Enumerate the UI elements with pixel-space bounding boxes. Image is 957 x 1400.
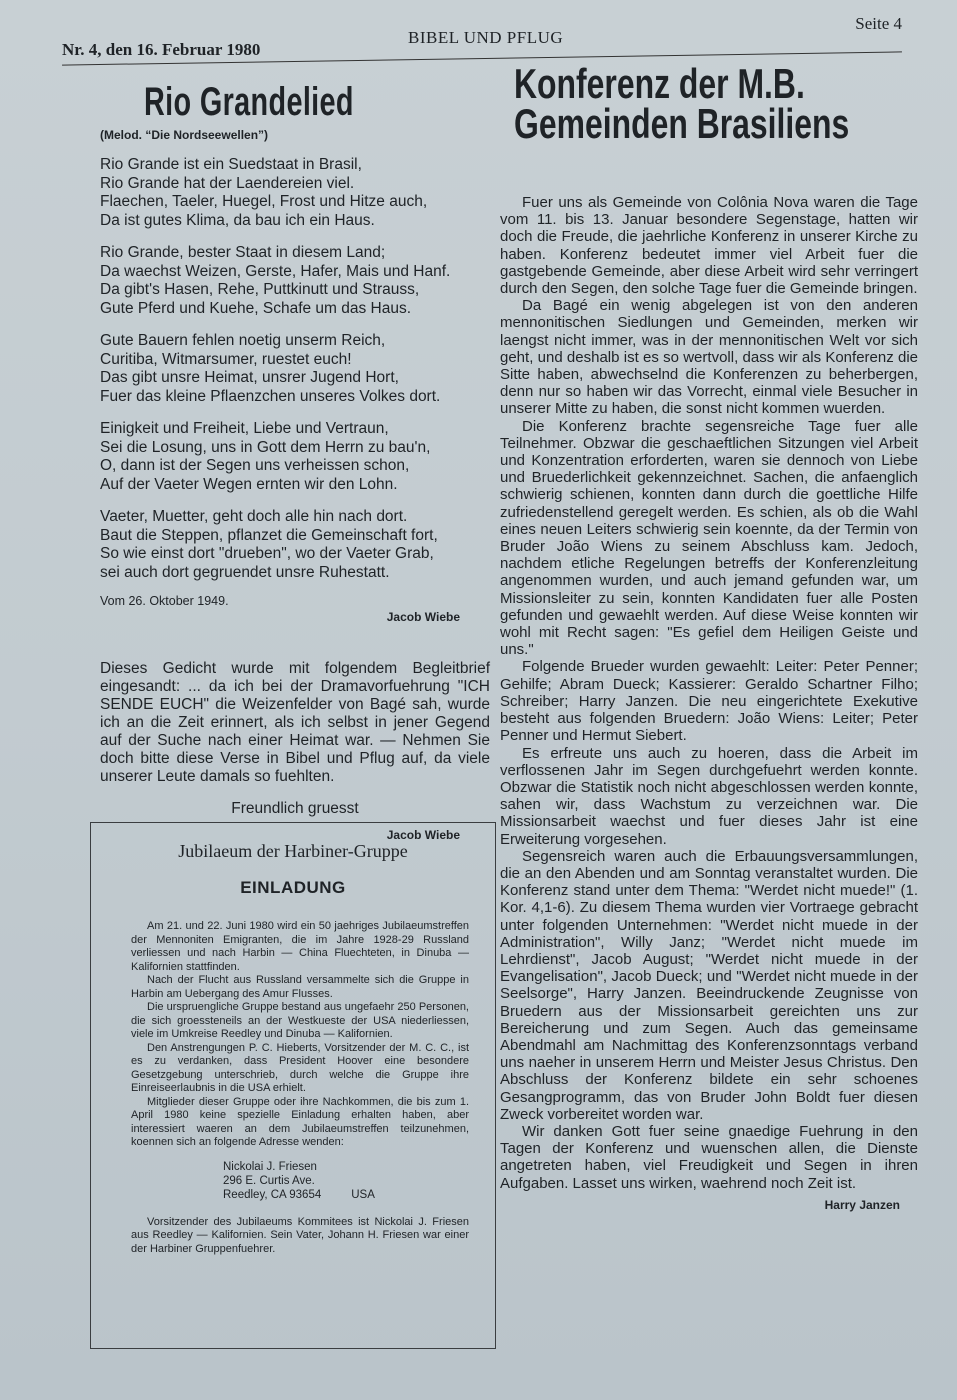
poem-title: Rio Grandelied (144, 80, 354, 124)
poem-stanza: Einigkeit und Freiheit, Liebe und Vertraun, Sei die Losung, uns in Gott dem Herrn zu bau'n, O, dann ist der Segen uns verheissen schon, Auf der Vaeter Wegen ernten wir den Lohn. (100, 420, 431, 493)
article-paragraph: Es erfreute uns auch zu hoeren, dass die Arbeit im verflossenen Jahr im Segen durchgefuehrt werden konnte. Obzwar die Statistik noch nicht abgeschlossen werden konnte, sahen wir, dass Wachstum zu verzeichnen war. Die Missionsarbeit waechst und fuer dieses Jahr ist eine Erweiterung vorgesehen. (500, 744, 918, 848)
article-paragraph: Fuer uns als Gemeinde von Colônia Nova waren die Tage vom 11. bis 13. Januar besondere Segenstage, hatten wir doch die Freude, die jaehrliche Konferenz in unserer Kirche zu haben. Konferenz bedeutet immer viel Arbeit fuer die gastgebende Gemeinde, aber diese Arbeit wird sehr verringert durch den Segen, den solche Tage fuer die Gemeinde bringen. (500, 194, 918, 298)
page-header (62, 14, 902, 64)
issue-date: Nr. 4, den 16. Februar 1980 (62, 40, 261, 59)
conference-title: Konferenz der M.B. Gemeinden Brasiliens (514, 60, 850, 147)
invitation-paragraph: Mitglieder dieser Gruppe oder ihre Nachkommen, die bis zum 1. April 1980 keine spezielle Einladung erhalten haben, aber interessiert waeren an dem Jubilaeumstreffen teilzunehmen, koennen sich an folgende Adresse wenden: (131, 1095, 469, 1148)
article-paragraph: Da Bagé ein wenig abgelegen ist von den anderen mennonitischen Siedlungen und Gemeinden, merken wir laengst nicht immer, was in der mennonitischen Welt vor sich geht, und deshalb ist es so wertvoll, dass wir als Konferenz die Sitte haben, abwechselnd die Konferenzen zu beherbergen, denn nur so haben wir das Vorrecht, einmal viele Besucher in unserer Mitte zu haben, die sonst nicht kommen wuerden. (500, 297, 918, 418)
poem-date: Vom 26. Oktober 1949. (100, 594, 229, 608)
contact-address (223, 1160, 495, 1202)
poem-stanza: Vaeter, Muetter, geht doch alle hin nach dort. Baut die Steppen, pflanzet die Gemeinschaft fort, So wie einst dort "drueben", wo der Vaeter Grab, sei auch dort gegruendet unsre Ruhestatt. (100, 508, 438, 581)
jubilee-invitation-box (90, 822, 496, 1349)
invitation-paragraph: Die urspruengliche Gruppe bestand aus ungefaehr 250 Personen, die sich groessteneils an der Westkueste der USA niederliessen, viele im Umkreise Reedley und Dinuba — Kalifornien. (131, 1001, 469, 1040)
address-country: USA (351, 1188, 375, 1201)
letter-regards: Freundlich gruesst (231, 800, 359, 817)
invitation-paragraph: Den Anstrengungen P. C. Hieberts, Vorsitzender der M. C. C., ist es zu verdanken, dass President Hoover eine besondere Gesetzgebung unterschrieb, durch welche die Gruppe ihre Einreiseerlaubnis in die USA erhielt. (131, 1041, 469, 1094)
article-author: Harry Janzen (824, 1197, 900, 1212)
poem-stanza: Rio Grande ist ein Suedstaat in Brasil, Rio Grande hat der Laendereien viel. Flaechen, Taeler, Huegel, Frost und Hitze auch, Da ist gutes Klima, da bau ich ein Haus. (100, 156, 428, 229)
article-paragraph: Die Konferenz brachte segensreiche Tage fuer alle Teilnehmer. Obzwar die geschaeftlichen Sitzungen viel Arbeit und Konzentration erforderten, waren sie dennoch von Liebe und Bruederlichkeit gekennzeichnet. Sachen, die anfaenglich schwierig schienen, konnten dann durch die goettliche Hilfe zufriedenstellend geregelt werden. Es schien, als ob die Wahl eines neuen Leiters schwierig sein koennte, da der Termin von Bruder João Wiens zu seinem Abschluss kam. Jedoch, nachdem etliche Regelungen betreffs der Konferenzleitung angenommen wurden, und auch jemand gefunden war, um Missionsleiter zu sein, konnten Kandidaten fuer alle Posten gefunden und gewaehlt werden. Auf diese Weise konnten wir wohl mit Recht sagen: "Es gefiel dem Heiligen Geiste und uns." (500, 417, 918, 659)
poem-author: Jacob Wiebe (386, 610, 460, 624)
right-column (500, 58, 918, 1212)
address-street: 296 E. Curtis Ave. (223, 1174, 315, 1187)
invitation-heading: EINLADUNG (240, 878, 346, 897)
article-paragraph: Folgende Brueder wurden gewaehlt: Leiter: Peter Penner; Gehilfe; Abram Dueck; Kassierer: Geraldo Schartner Filho; Schreiber; Harry Janzen. Die neu eingerichtete Exekutive besteht aus folgenden Bruedern: João Wiens: Leiter; Peter Penner und Hermut Siebert. (500, 658, 918, 745)
article-paragraph: Wir danken Gott fuer seine gnaedige Fuehrung in den Tagen der Konferenz und wuenschen allen, die Dienste angetreten haben, viel Freudigkeit und Segen in ihren Aufgaben. Lasset uns wirken, waehrend noch Zeit ist. (500, 1122, 918, 1192)
poem-stanza: Rio Grande, bester Staat in diesem Land; Da waechst Weizen, Gerste, Hafer, Mais und Hanf. Da gibt's Hasen, Rehe, Puttkinutt und Strauss, Gute Pferd und Kuehe, Schafe um das Haus. (100, 244, 451, 317)
letter-author: Jacob Wiebe (386, 828, 460, 842)
address-city: Reedley, CA 93654 (223, 1188, 322, 1201)
article-paragraph: Segensreich waren auch die Erbauungsversammlungen, die an den Abenden und am Sonntag veranstaltet wurden. Die Konferenz stand unter dem Thema: "Werdet nicht muede!" (1. Kor. 4,1-6). Zu diesem Thema wurden vier Vortraege gebracht unter folgenden Unternehmen: "Werdet nicht muede in der Administration", Willy Janz; "Werdet nicht muede im Lehrdienst", Jacob August; "Werdet nicht muede in der Evangelisation", Jacob Dueck; und "Werdet nicht muede in der Seelsorge", Harry Janzen. Beeindruckende Zeugnisse von Bruedern aus der Missionsarbeit gereichten uns zur Bereicherung und zum Segen. Auch das gemeinsame Abendmahl am Nachmittag des Konferenzsonntags verband uns naeher in unserem Herrn und Meister Jesus Christus. Den Abschluss der Konferenz bildete ein sehr schoenes Gesangprogramm, das von Bruder John Boldt fuer diesen Zweck vorbereitet worden war. (500, 847, 918, 1123)
newspaper-name: BIBEL UND PFLUG (408, 28, 564, 47)
invitation-footer: Vorsitzender des Jubilaeums Kommitees ist Nickolai J. Friesen aus Reedley — Kalifornien. Sein Vater, Johann H. Friesen war einer der Harbiner Gruppenfuehrer. (131, 1215, 469, 1255)
address-name: Nickolai J. Friesen (223, 1160, 317, 1173)
jubilee-title: Jubilaeum der Harbiner-Gruppe (178, 841, 408, 861)
cover-letter: Dieses Gedicht wurde mit folgendem Begleitbrief eingesandt: ... da ich bei der Dramavorfuehrung "ICH SENDE EUCH" die Weizenfelder von Bagé sah, wurde ich an die Zeit erinnert, als ich selbst in jener Gegend auf der Suche nach einer Heimat war. — Nehmen Sie doch bitte diese Verse in Bibel und Pflug auf, da viele unserer Leute damals so fuehlten. (100, 660, 490, 785)
left-column (100, 70, 490, 842)
poem-melody: (Melod. “Die Nordseewellen”) (100, 128, 269, 142)
conference-article (500, 194, 918, 1192)
invitation-body (131, 920, 469, 1150)
invitation-paragraph: Am 21. und 22. Juni 1980 wird ein 50 jaehriges Jubilaeumstreffen der Mennoniten Emigranten, die im Jahre 1928-29 Russland verliessen und nach Harbin — China Fluechteten, in Dinuba — Kalifornien stattfinden. (131, 920, 469, 973)
poem-stanza: Gute Bauern fehlen noetig unserm Reich, Curitiba, Witmarsumer, ruestet euch! Das gibt unsre Heimat, unsrer Jugend Hort, Fuer das kleine Pflaenzchen unseres Volkes dort. (100, 332, 441, 405)
invitation-paragraph: Nach der Flucht aus Russland versammelte sich die Gruppe in Harbin am Uebergang des Amur Flusses. (131, 974, 469, 1000)
page-number: Seite 4 (855, 14, 902, 33)
